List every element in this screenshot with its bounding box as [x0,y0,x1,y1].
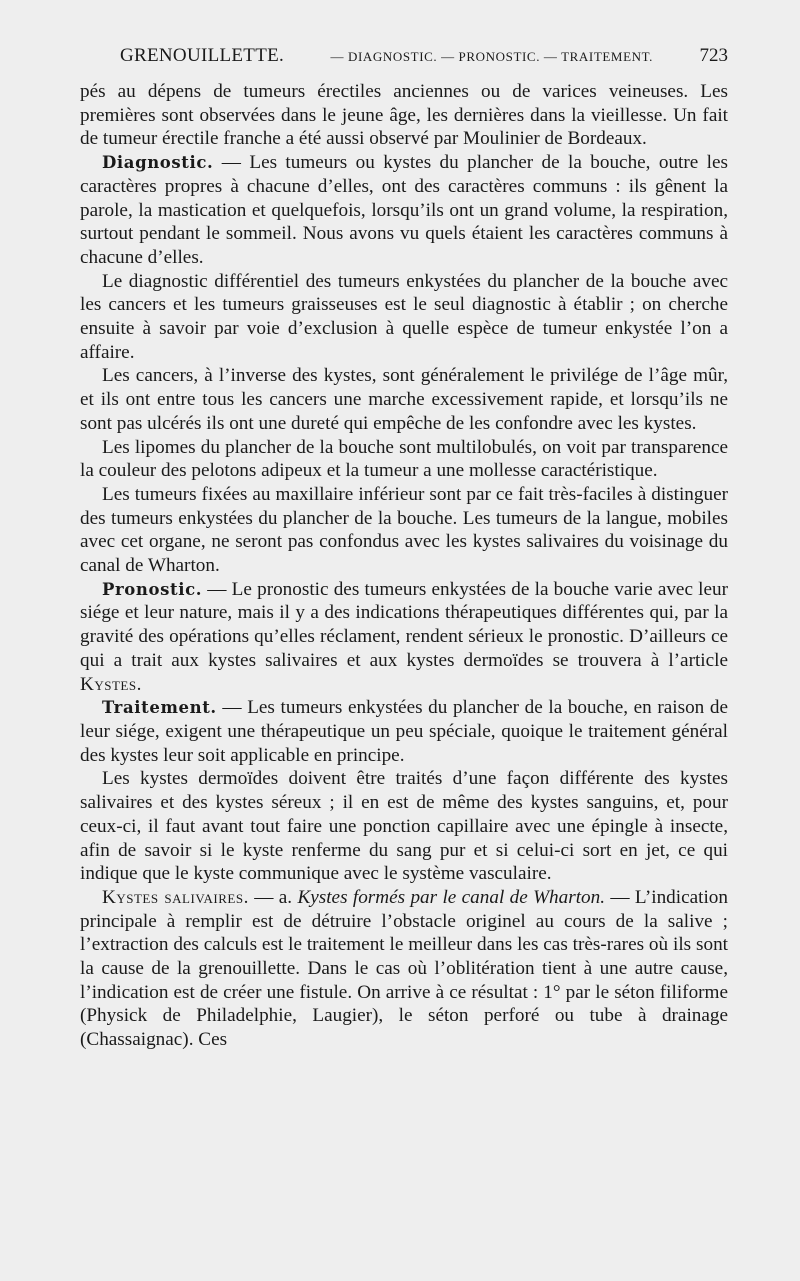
page-body [80,80,728,1052]
paragraph-differential [80,270,728,365]
paragraph-text: pés au dépens de tumeurs érectiles anciennes ou de varices veineuses. Les premières sont observées dans le jeune âge, les dernières dans la vieillesse. Un fait de tumeur érectile franche a été aussi observé par Moulinier de Bordeaux. [80,81,728,150]
paragraph-cancers [80,364,728,435]
header-sections: — DIAGNOSTIC. — PRONOSTIC. — TRAITEMENT. [330,49,654,64]
paragraph-text: Les cancers, à l’inverse des kystes, sont généralement le privilége de l’âge mûr, et ils ont entre tous les cancers une marche excessivement rapide, et lorsqu’ils ne sont pas ulcérés ils ont une dureté qui empêche de les confondre avec les kystes. [80,365,728,434]
paragraph-pronostic [80,578,728,697]
paragraph-kystes-salivaires [80,886,728,1052]
paragraph-dermoides [80,767,728,886]
paragraph-text: Les lipomes du plancher de la bouche sont multilobulés, on voit par transparence la couleur des pelotons adipeux et la tumeur a une mollesse caractéristique. [80,436,728,482]
paragraph-text: — Les tumeurs enkystées du plancher de la bouche, en raison de leur siége, exigent une thérapeutique un peu spéciale, quoique le traitement général des kystes leur soit applicable en principe. [80,697,728,766]
section-lead-diagnostic: Diagnostic. [102,153,214,173]
article-reference: Kystes [80,673,137,695]
paragraph-tail: — L’indication principale à remplir est de détruire l’obstacle originel au cours de la salive ; l’extraction des calculs est le traitement le meilleur dans les cas très-rares où ils sont la cause de la grenouillette. Dans le cas où l’oblitération tient à une autre cause, l’indication est de créer une fistule. On arrive à ce résultat : 1° par le séton filiforme (Physick de Philadelphie, Laugier), le séton perforé ou tube à drainage (Chassaignac). Ces [80,886,728,1051]
section-lead-kystes-salivaires: Kystes salivaires. [102,886,249,908]
paragraph-text: Le diagnostic différentiel des tumeurs enkystées du plancher de la bouche avec les cancers et les tumeurs graisseuses est le seul diagnostic à établir ; on cherche ensuite à savoir par voie d’exclusion à quelle espèce de tumeur enkystée l’on a affaire. [80,270,728,363]
section-lead-pronostic: Pronostic. [102,579,203,599]
paragraph-tumeurs-fixees [80,483,728,578]
paragraph-text: — Le pronostic des tumeurs enkystées de la bouche varie avec leur siége et leur nature, mais il y a des indications thérapeutiques différentes qui, par la gravité des opérations qu’elles réclament, rendent sérieux le pronostic. D’ailleurs ce qui a trait aux kystes salivaires et aux kystes dermoïdes se trouvera à l’article [80,578,728,671]
paragraph-text: Les kystes dermoïdes doivent être traités d’une façon différente des kystes salivaires et des kystes séreux ; il en est de même des kystes sanguins, et, pour ceux-ci, il faut avant tout faire une ponction capillaire avec une épingle à insecte, afin de savoir si le kyste renferme du sang pur et si celui-ci sort en jet, ce qui indique que le kyste communique avec le système vasculaire. [80,768,728,885]
subsection-title: Kystes formés par le canal de Wharton. [297,886,606,908]
paragraph-continuation [80,80,728,151]
running-header [120,45,728,67]
paragraph-traitement [80,696,728,767]
paragraph-diagnostic [80,151,728,270]
paragraph-text: — Les tumeurs ou kystes du plancher de la bouche, outre les caractères propres à chacune d’elles, ont des caractères communs : ils gênent la parole, la mastication et quelquefois, lorsqu’ils ont un grand volume, la respiration, surtout pendant le sommeil. Nous avons vu quels étaient les caractères communs à chacune d’elles. [80,152,728,268]
paragraph-lipomes [80,436,728,483]
page-number: 723 [699,45,728,66]
paragraph-text: — a. [248,886,298,908]
section-lead-traitement: Traitement. [102,698,217,718]
paragraph-text: Les tumeurs fixées au maxillaire inférieur sont par ce fait très-faciles à distinguer des tumeurs enkystées du plancher de la bouche. Les tumeurs de la langue, mobiles avec cet organe, ne seront pas confondus avec les kystes salivaires du voisinage du canal de Wharton. [80,483,728,577]
header-title: GRENOUILLETTE. [120,45,285,66]
paragraph-tail: . [136,673,142,695]
